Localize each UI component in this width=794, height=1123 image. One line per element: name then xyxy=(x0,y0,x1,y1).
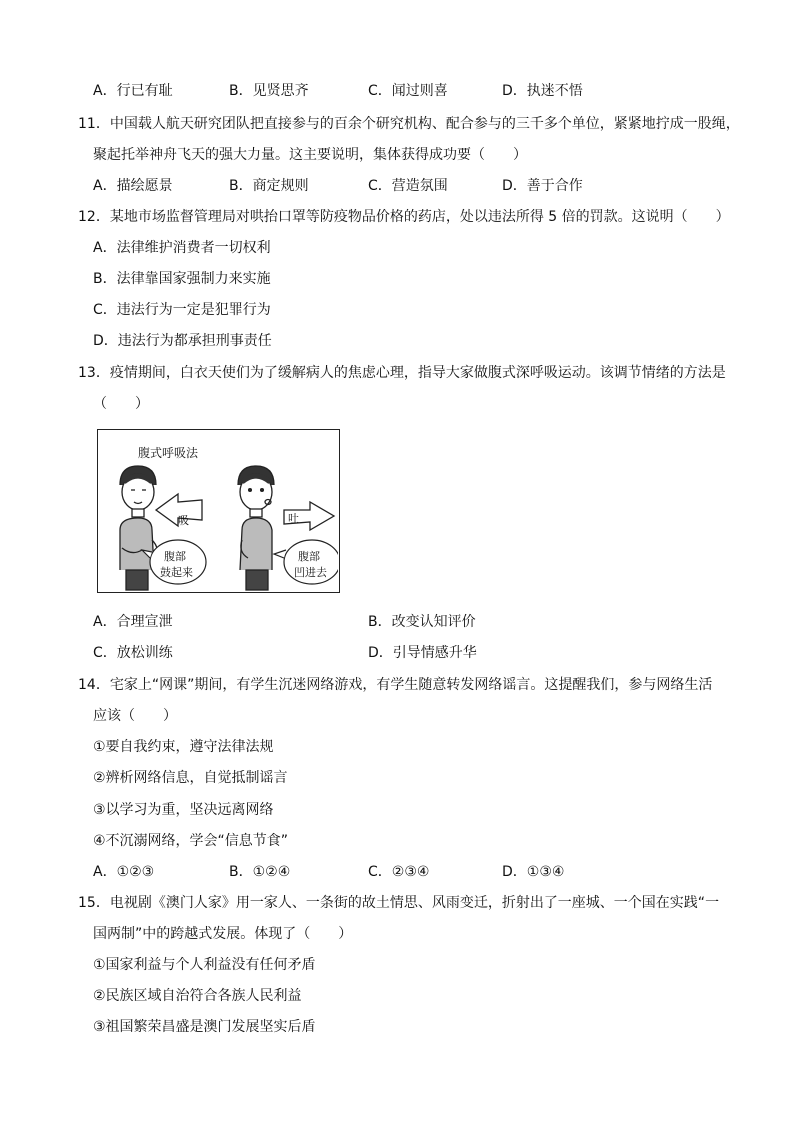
q10-option-b: B．见贤思齐 xyxy=(229,83,309,99)
exhaling-person xyxy=(238,466,274,590)
q15-item-1: ①国家利益与个人利益没有任何矛盾 xyxy=(93,957,316,973)
breathing-illustration xyxy=(97,429,340,593)
exhale-label: 吐 xyxy=(288,512,299,525)
q10-option-a: A．行已有耻 xyxy=(93,83,173,99)
q10-option-d: D．执迷不悟 xyxy=(502,83,583,99)
q14-item-1: ①要自我约束，遵守法律法规 xyxy=(93,739,274,755)
left-bubble-line2: 鼓起来 xyxy=(160,566,193,579)
q13-option-c: C．放松训练 xyxy=(93,645,173,661)
q13-option-d: D．引导情感升华 xyxy=(368,645,477,661)
q12-stem: 12．某地市场监督管理局对哄抬口罩等防疫物品价格的药店，处以违法所得 5 倍的罚款。这说明（ ） xyxy=(78,209,730,225)
inhaling-person xyxy=(120,466,157,590)
q14-item-4: ④不沉溺网络，学会“信息节食” xyxy=(93,833,289,849)
q12-option-d: D．违法行为都承担刑事责任 xyxy=(93,333,272,349)
q11-option-b: B．商定规则 xyxy=(229,178,309,194)
q14-option-d: D．①③④ xyxy=(502,864,565,880)
q15-item-2: ②民族区域自治符合各族人民利益 xyxy=(93,988,302,1004)
q15-stem-line1: 15．电视剧《澳门人家》用一家人、一条街的故土情思、风雨变迁，折射出了一座城、一个国在实践“一 xyxy=(78,895,720,911)
q12-option-c: C．违法行为一定是犯罪行为 xyxy=(93,302,271,318)
q11-option-d: D．善于合作 xyxy=(502,178,583,194)
q15-item-3: ③祖国繁荣昌盛是澳门发展坚实后盾 xyxy=(93,1019,316,1035)
q14-option-c: C．②③④ xyxy=(368,864,430,880)
q13-stem-line1: 13．疫情期间，白衣天使们为了缓解病人的焦虑心理，指导大家做腹式深呼吸运动。该调节情绪的方法是 xyxy=(78,365,726,381)
right-bubble-line2: 凹进去 xyxy=(294,566,327,579)
right-bubble-line1: 腹部 xyxy=(298,550,320,563)
q14-stem-line2: 应该（ ） xyxy=(93,708,177,724)
q13-stem-line2: （ ） xyxy=(93,396,149,412)
q13-option-b: B．改变认知评价 xyxy=(368,614,476,630)
q15-stem-line2: 国两制”中的跨越式发展。体现了（ ） xyxy=(93,926,353,942)
q13-option-a: A．合理宣泄 xyxy=(93,614,173,630)
q11-option-a: A．描绘愿景 xyxy=(93,178,173,194)
q14-option-a: A．①②③ xyxy=(93,864,155,880)
figure-title: 腹式呼吸法 xyxy=(138,446,199,460)
q10-option-c: C．闻过则喜 xyxy=(368,83,448,99)
q14-item-2: ②辨析网络信息，自觉抵制谣言 xyxy=(93,770,288,786)
q14-item-3: ③以学习为重，坚决远离网络 xyxy=(93,802,274,818)
q11-stem-line2: 聚起托举神舟飞天的强大力量。这主要说明，集体获得成功要（ ） xyxy=(93,147,527,163)
inhale-label: 吸 xyxy=(178,514,189,527)
q14-stem-line1: 14．宅家上“网课”期间，有学生沉迷网络游戏，有学生随意转发网络谣言。这提醒我们，参与网络生活 xyxy=(78,677,713,693)
q11-option-c: C．营造氛围 xyxy=(368,178,448,194)
q11-stem-line1: 11．中国载人航天研究团队把直接参与的百余个研究机构、配合参与的三千多个单位，紧紧地拧成一股绳， xyxy=(78,116,740,132)
q12-option-a: A．法律维护消费者一切权利 xyxy=(93,240,271,256)
left-bubble-line1: 腹部 xyxy=(164,550,186,563)
q12-option-b: B．法律靠国家强制力来实施 xyxy=(93,271,271,287)
q14-option-b: B．①②④ xyxy=(229,864,291,880)
